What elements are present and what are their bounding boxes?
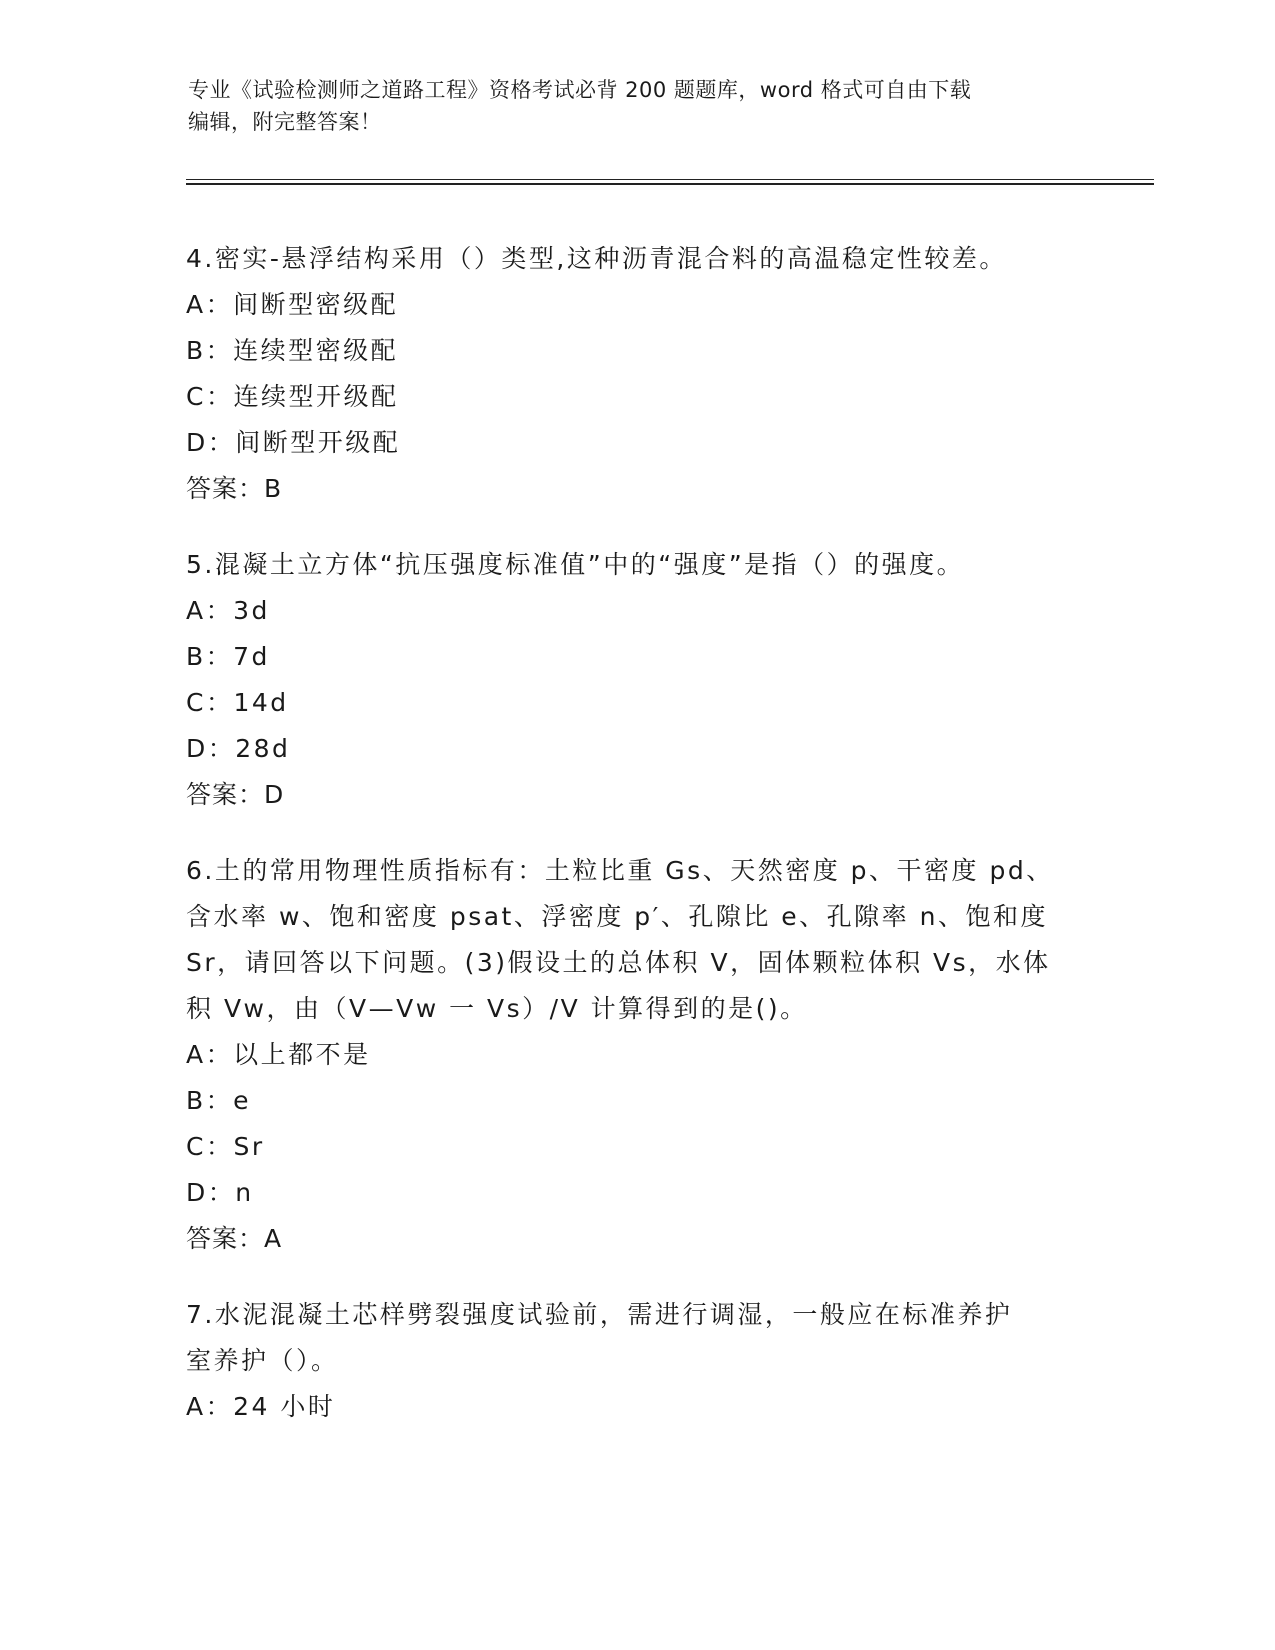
- question-6: [186, 848, 1086, 1262]
- question-5: [186, 542, 1086, 818]
- header-title-line-1: 专业《试验检测师之道路工程》资格考试必背 200 题题库，word 格式可自由下载: [188, 78, 972, 102]
- question-stem-line-1: 6.土的常用物理性质指标有：土粒比重 Gs、天然密度 p、干密度 pd、: [186, 856, 1054, 885]
- header-divider-thick: [186, 183, 1154, 185]
- question-stem-line-2: 含水率 w、饱和密度 psat、浮密度 p′、孔隙比 e、孔隙率 n、饱和度: [186, 902, 1048, 931]
- option-c: C：14d: [186, 688, 289, 717]
- option-c: C：Sr: [186, 1132, 265, 1161]
- question-7: [186, 1292, 1086, 1430]
- option-b: B：7d: [186, 642, 270, 671]
- option-c: C：连续型开级配: [186, 382, 399, 411]
- option-d: D：28d: [186, 734, 291, 763]
- question-list: [186, 236, 1086, 1460]
- question-4: [186, 236, 1086, 512]
- option-a: A：间断型密级配: [186, 290, 399, 319]
- header-title-line-2: 编辑，附完整答案！: [188, 110, 382, 134]
- answer: 答案：D: [186, 780, 285, 809]
- option-a: A：24 小时: [186, 1392, 336, 1421]
- option-a: A：以上都不是: [186, 1040, 371, 1069]
- question-stem-line-3: Sr，请回答以下问题。(3)假设土的总体积 V，固体颗粒体积 Vs，水体: [186, 948, 1051, 977]
- question-stem-line-4: 积 Vw，由（V—Vw 一 Vs）/V 计算得到的是()。: [186, 994, 808, 1023]
- question-stem-line-2: 室养护（）。: [186, 1346, 339, 1375]
- answer: 答案：B: [186, 474, 283, 503]
- option-d: D：间断型开级配: [186, 428, 401, 457]
- question-stem: 5.混凝土立方体“抗压强度标准值”中的“强度”是指（）的强度。: [186, 550, 965, 579]
- question-stem: 4.密实-悬浮结构采用（）类型,这种沥青混合料的高温稳定性较差。: [186, 244, 1007, 273]
- document-header: [188, 74, 1068, 138]
- option-b: B：e: [186, 1086, 252, 1115]
- option-b: B：连续型密级配: [186, 336, 399, 365]
- header-divider-thin: [186, 179, 1154, 180]
- question-stem-line-1: 7.水泥混凝土芯样劈裂强度试验前，需进行调湿，一般应在标准养护: [186, 1300, 1013, 1329]
- option-d: D：n: [186, 1178, 254, 1207]
- answer: 答案：A: [186, 1224, 283, 1253]
- option-a: A：3d: [186, 596, 270, 625]
